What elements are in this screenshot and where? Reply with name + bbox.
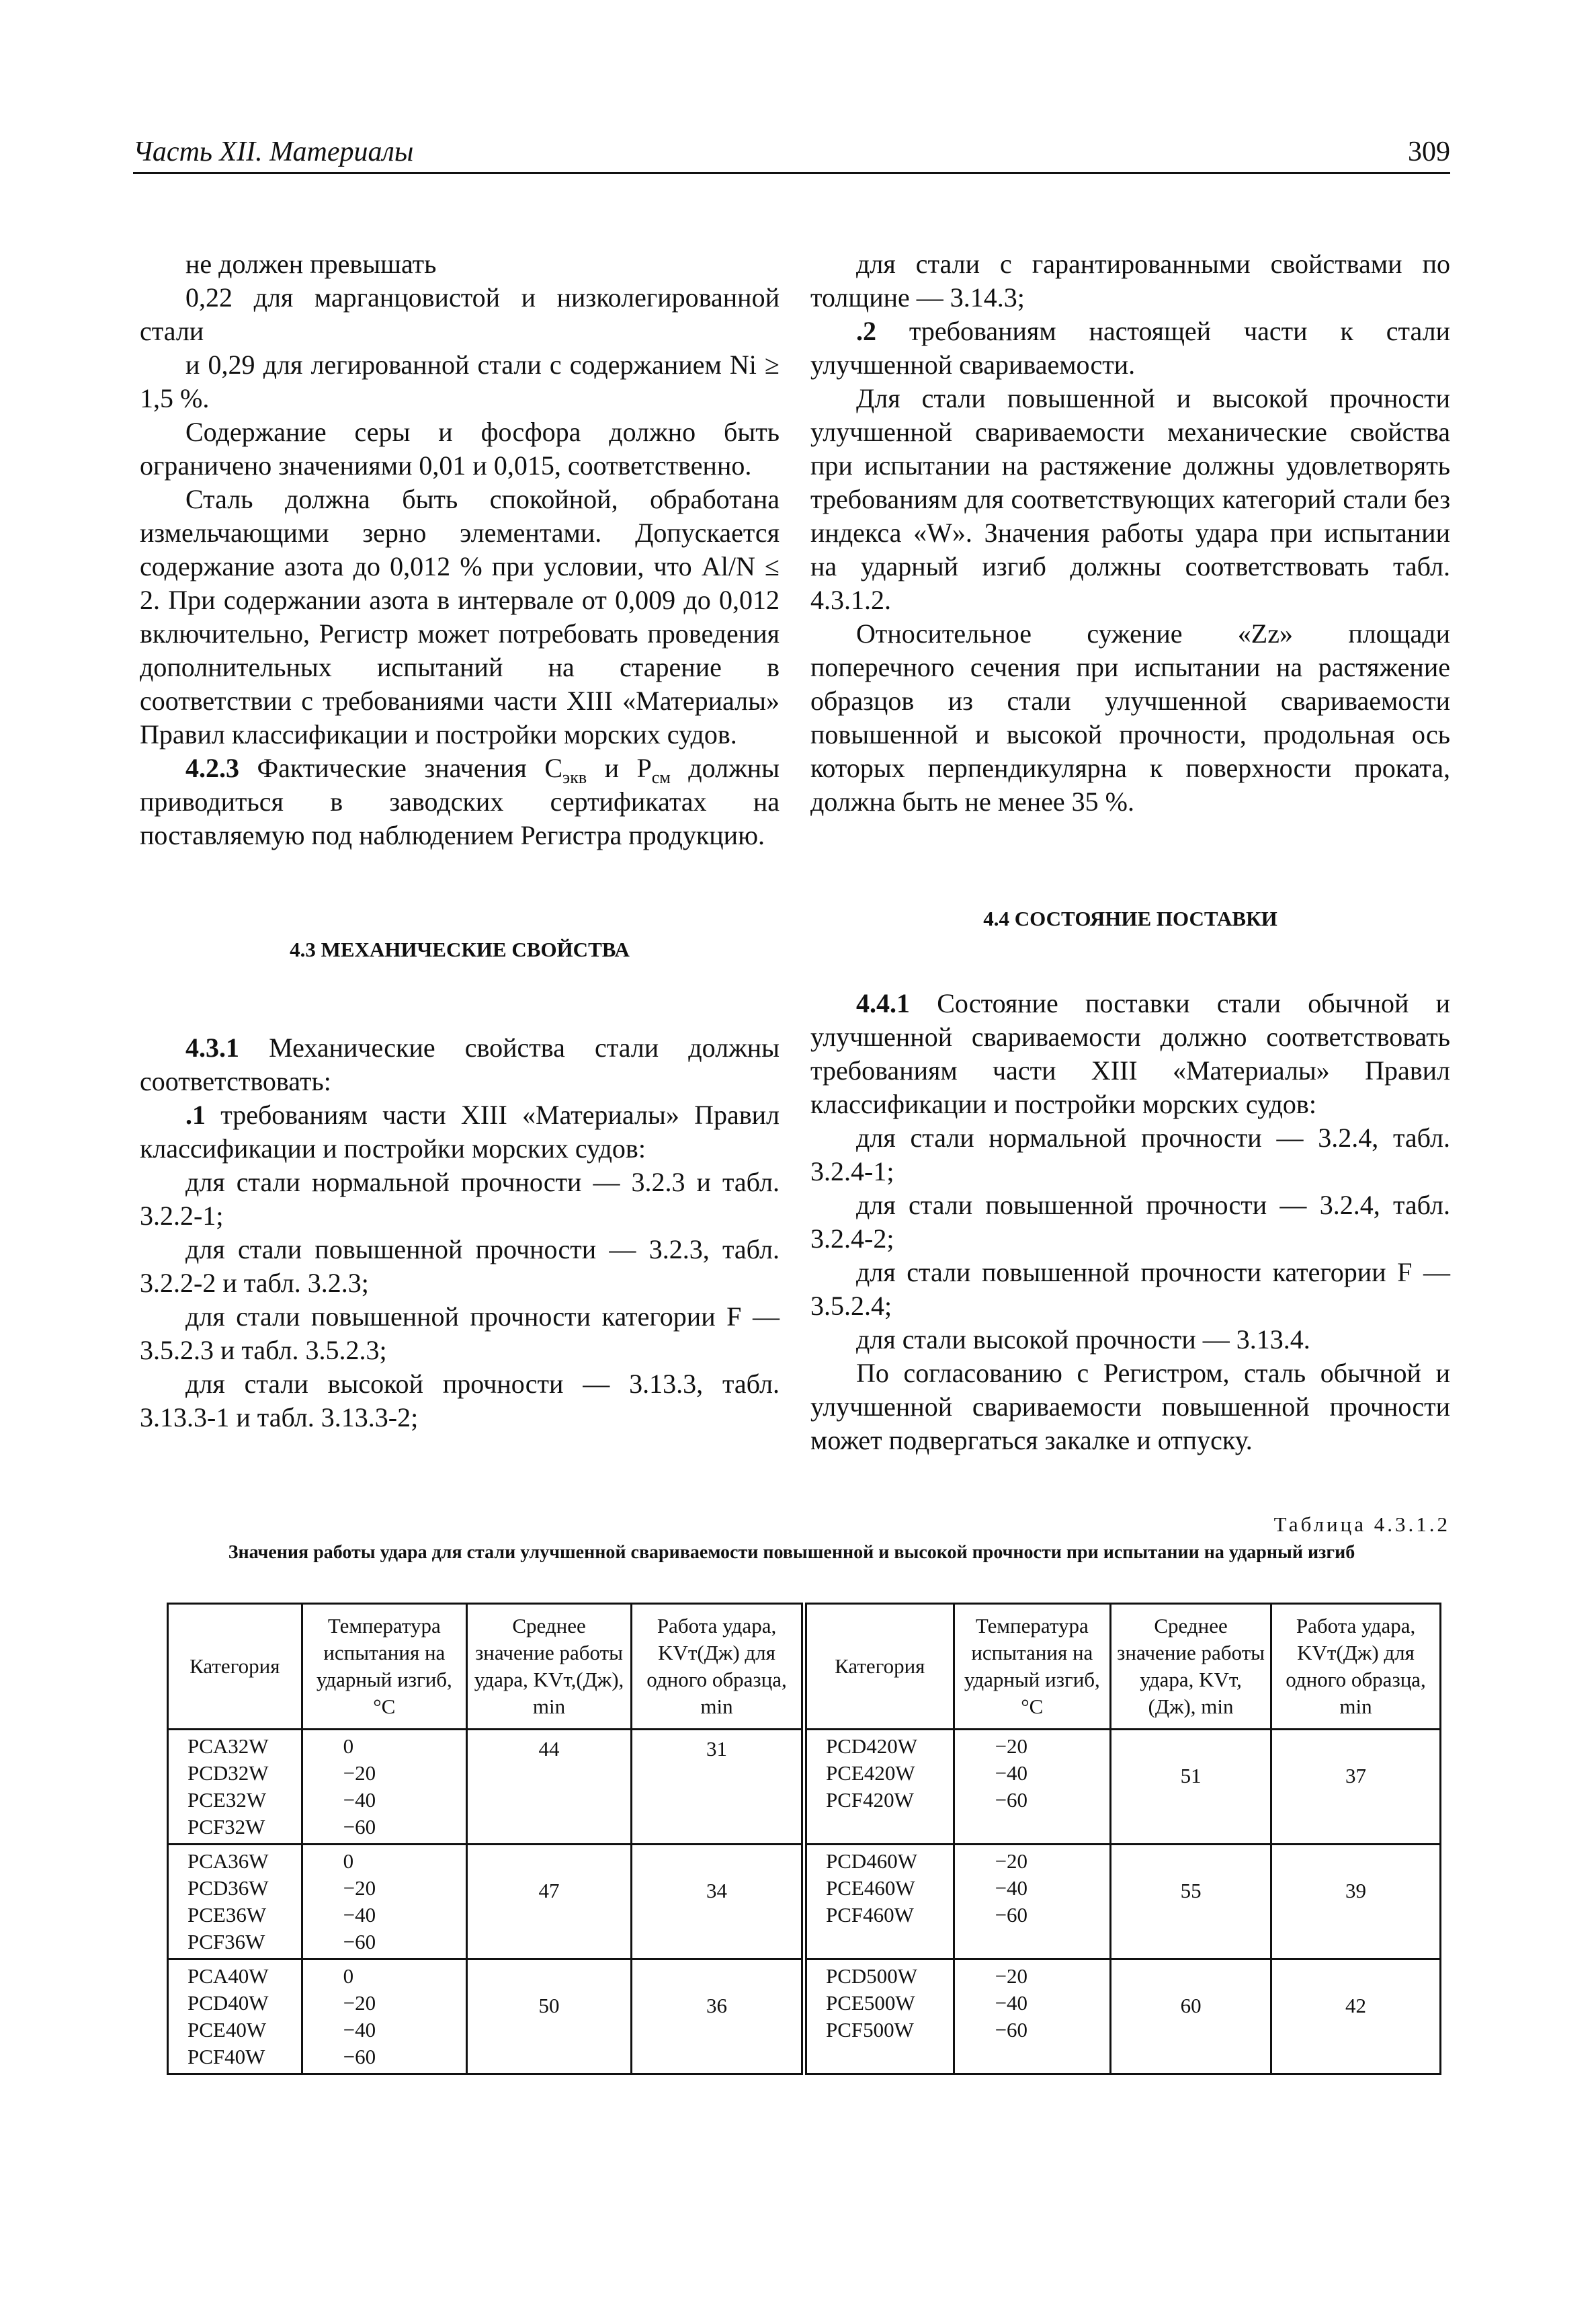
column-header: Работа удара, KVт(Дж) для одного образца, min: [1271, 1604, 1441, 1730]
section-heading: 4.4 СОСТОЯНИЕ ПОСТАВКИ: [983, 907, 1277, 930]
category: PCF32W: [187, 1815, 265, 1838]
temperature: −20: [995, 1849, 1028, 1873]
single-impact-cell: 39: [1271, 1845, 1441, 1959]
paragraph: для стали высокой прочности — 3.13.3, табл. 3.13.3-1 и табл. 3.13.3-2;: [140, 1369, 780, 1432]
clause-number: .1: [185, 1100, 206, 1130]
single-impact-cell: 37: [1271, 1730, 1441, 1845]
temperature-cell: [302, 1730, 466, 1845]
category: PCA40W: [187, 1964, 269, 1988]
temperature: −40: [995, 1761, 1028, 1785]
paragraph: для стали повышенной прочности категории F — 3.5.2.3 и табл. 3.5.2.3;: [140, 1301, 780, 1365]
text-run: Состояние поставки стали обычной и улучшенной свариваемости должно соответствовать требованиям части XIII «Материалы» Правил классификации и постройки морских судов:: [810, 988, 1450, 1119]
category: PCD40W: [187, 1991, 269, 2015]
category: PCF420W: [826, 1788, 914, 1812]
impact-table-left: [167, 1603, 803, 2075]
paragraph: для стали повышенной прочности категории F — 3.5.2.4;: [810, 1257, 1450, 1321]
temperature: −40: [995, 1991, 1028, 2015]
column-header: Категория: [168, 1604, 302, 1730]
column-header: Работа удара, KVт(Дж) для одного образца, min: [632, 1604, 802, 1730]
table-title: Значения работы удара для стали улучшенной свариваемости повышенной и высокой прочности при испытании на ударный изгиб: [228, 1542, 1355, 1563]
subscript: см: [651, 768, 671, 787]
mean-impact-cell: 60: [1111, 1959, 1271, 2074]
temperature: −20: [343, 1991, 376, 2015]
category-cell: [806, 1730, 954, 1845]
category: PCE40W: [187, 2018, 267, 2041]
paragraph: Относительное сужение «Zz» площади поперечного сечения при испытании на растяжение образцов из стали улучшенной свариваемости повышенной и высокой прочности, продольная ось которых перпендикулярна к поверхности проката, должна быть не менее 35 %.: [810, 618, 1450, 817]
right-column: [810, 247, 1450, 1457]
paragraph: и 0,29 для легированной стали с содержанием Ni ≥ 1,5 %.: [140, 350, 780, 413]
column-header: Температура испытания на ударный изгиб, °C: [954, 1604, 1111, 1730]
single-impact-cell: 36: [632, 1959, 802, 2074]
mean-impact-cell: 55: [1111, 1845, 1271, 1959]
temperature-cell: [954, 1730, 1111, 1845]
category: PCD460W: [826, 1849, 918, 1873]
category: PCF460W: [826, 1903, 914, 1927]
temperature: −40: [343, 2018, 376, 2041]
temperature: −60: [343, 1815, 376, 1838]
temperature: −60: [995, 1903, 1028, 1927]
temperature: −20: [995, 1964, 1028, 1988]
paragraph: для стали с гарантированными свойствами по толщине — 3.14.3;: [810, 249, 1450, 313]
column-header: Среднее значение работы удара, KVт,(Дж), min: [467, 1604, 632, 1730]
temperature-cell: [302, 1959, 466, 2074]
temperature: −20: [343, 1876, 376, 1900]
category: PCD420W: [826, 1734, 918, 1758]
running-title: Часть XII. Материалы: [133, 136, 414, 167]
temperature-cell: [954, 1959, 1111, 2074]
table-row: [168, 1845, 802, 1959]
category: PCE32W: [187, 1788, 267, 1812]
column-header: Температура испытания на ударный изгиб, °C: [302, 1604, 466, 1730]
left-column: [140, 247, 780, 1434]
paragraph-4-2-3: [140, 752, 780, 852]
category: PCD500W: [826, 1964, 918, 1988]
subscript: экв: [562, 768, 587, 787]
paragraph: для стали повышенной прочности — 3.2.4, табл. 3.2.4-2;: [810, 1190, 1450, 1254]
paragraph: Для стали повышенной и высокой прочности улучшенной свариваемости механические свойства при испытании на растяжение должны удовлетворять требованиям для соответствующих категорий стали без индекса «W». Значения работы удара при испытании на ударный изгиб должны соответствовать табл. 4.3.1.2.: [810, 383, 1450, 615]
temperature: 0: [343, 1734, 354, 1758]
temperature-cell: [302, 1845, 466, 1959]
category-cell: [806, 1845, 954, 1959]
impact-table-right: [805, 1603, 1441, 2075]
text-run: требованиям части XIII «Материалы» Правил классификации и постройки морских судов:: [140, 1100, 780, 1164]
mean-impact-cell: 47: [467, 1845, 632, 1959]
paragraph: [140, 1098, 780, 1166]
text-run: Механические свойства стали должны соответствовать:: [140, 1033, 780, 1096]
temperature: 0: [343, 1849, 354, 1873]
paragraph: для стали нормальной прочности — 3.2.4, табл. 3.2.4-1;: [810, 1123, 1450, 1186]
paragraph: По согласованию с Регистром, сталь обычной и улучшенной свариваемости повышенной прочности может подвергаться закалке и отпуску.: [810, 1358, 1450, 1455]
text-run: требованиям настоящей части к стали улучшенной свариваемости.: [810, 316, 1450, 380]
text-run: должны приводиться в заводских сертификатах на поставляемую под наблюдением Регистра продукцию.: [140, 753, 780, 850]
category: PCA36W: [187, 1849, 269, 1873]
single-impact-cell: 42: [1271, 1959, 1441, 2074]
paragraph: для стали нормальной прочности — 3.2.3 и табл. 3.2.2-1;: [140, 1167, 780, 1231]
page-header: [133, 132, 1450, 174]
table-header-row: [168, 1604, 802, 1730]
temperature: −60: [995, 2018, 1028, 2041]
single-impact-cell: 31: [632, 1730, 802, 1845]
category: PCE500W: [826, 1991, 915, 2015]
clause-number: 4.2.3: [185, 753, 239, 783]
table-row: [168, 1730, 802, 1845]
category: PCA32W: [187, 1734, 269, 1758]
mean-impact-cell: 44: [467, 1730, 632, 1845]
category-cell: [168, 1959, 302, 2074]
table-number: Таблица 4.3.1.2: [1273, 1512, 1450, 1536]
category: PCE36W: [187, 1903, 267, 1927]
clause-number: 4.4.1: [856, 988, 910, 1018]
page-number: 309: [1408, 136, 1450, 167]
table-row: [806, 1845, 1441, 1959]
temperature: −60: [343, 2045, 376, 2068]
temperature: −40: [995, 1876, 1028, 1900]
clause-number: .2: [856, 316, 876, 346]
temperature: −20: [343, 1761, 376, 1785]
category: PCE460W: [826, 1876, 915, 1900]
text-run: Фактические значения C: [239, 753, 563, 783]
category: PCE420W: [826, 1761, 915, 1785]
category: PCF36W: [187, 1930, 265, 1953]
temperature: −20: [995, 1734, 1028, 1758]
column-header: Категория: [806, 1604, 954, 1730]
temperature: −60: [343, 1930, 376, 1953]
category-cell: [168, 1845, 302, 1959]
category: PCF40W: [187, 2045, 265, 2068]
paragraph-4-4-1: [810, 987, 1450, 1121]
paragraph: для стали высокой прочности — 3.13.4.: [856, 1324, 1310, 1354]
paragraph: Содержание серы и фосфора должно быть ограничено значениями 0,01 и 0,015, соответственно.: [140, 417, 780, 481]
section-heading: 4.3 МЕХАНИЧЕСКИЕ СВОЙСТВА: [290, 938, 630, 961]
paragraph: не должен превышать: [185, 249, 437, 279]
table-header-row: [806, 1604, 1441, 1730]
table-row: [168, 1959, 802, 2074]
table-row: [806, 1730, 1441, 1845]
single-impact-cell: 34: [632, 1845, 802, 1959]
temperature: −60: [995, 1788, 1028, 1812]
paragraph: Сталь должна быть спокойной, обработана измельчающими зерно элементами. Допускается содержание азота до 0,012 % при условии, что Al/N ≤ 2. При содержании азота в интервале от 0,009 до 0,012 включительно, Регистр может потребовать проведения дополнительных испытаний на старение в соответствии с требованиями части XIII «Материалы» Правил классификации и постройки морских судов.: [140, 484, 780, 750]
category-cell: [168, 1730, 302, 1845]
column-header: Среднее значение работы удара, KVт, (Дж), min: [1111, 1604, 1271, 1730]
category: PCF500W: [826, 2018, 914, 2041]
temperature: −40: [343, 1903, 376, 1927]
paragraph: 0,22 для марганцовистой и низколегированной стали: [140, 282, 780, 346]
mean-impact-cell: 51: [1111, 1730, 1271, 1845]
paragraph-4-3-1: [140, 1031, 780, 1098]
temperature: −40: [343, 1788, 376, 1812]
category: PCD36W: [187, 1876, 269, 1900]
category-cell: [806, 1959, 954, 2074]
temperature-cell: [954, 1845, 1111, 1959]
paragraph: для стали повышенной прочности — 3.2.3, табл. 3.2.2-2 и табл. 3.2.3;: [140, 1234, 780, 1298]
temperature: 0: [343, 1964, 354, 1988]
clause-number: 4.3.1: [185, 1033, 239, 1063]
table-row: [806, 1959, 1441, 2074]
text-run: и P: [587, 753, 652, 783]
paragraph: [810, 315, 1450, 382]
category: PCD32W: [187, 1761, 269, 1785]
mean-impact-cell: 50: [467, 1959, 632, 2074]
